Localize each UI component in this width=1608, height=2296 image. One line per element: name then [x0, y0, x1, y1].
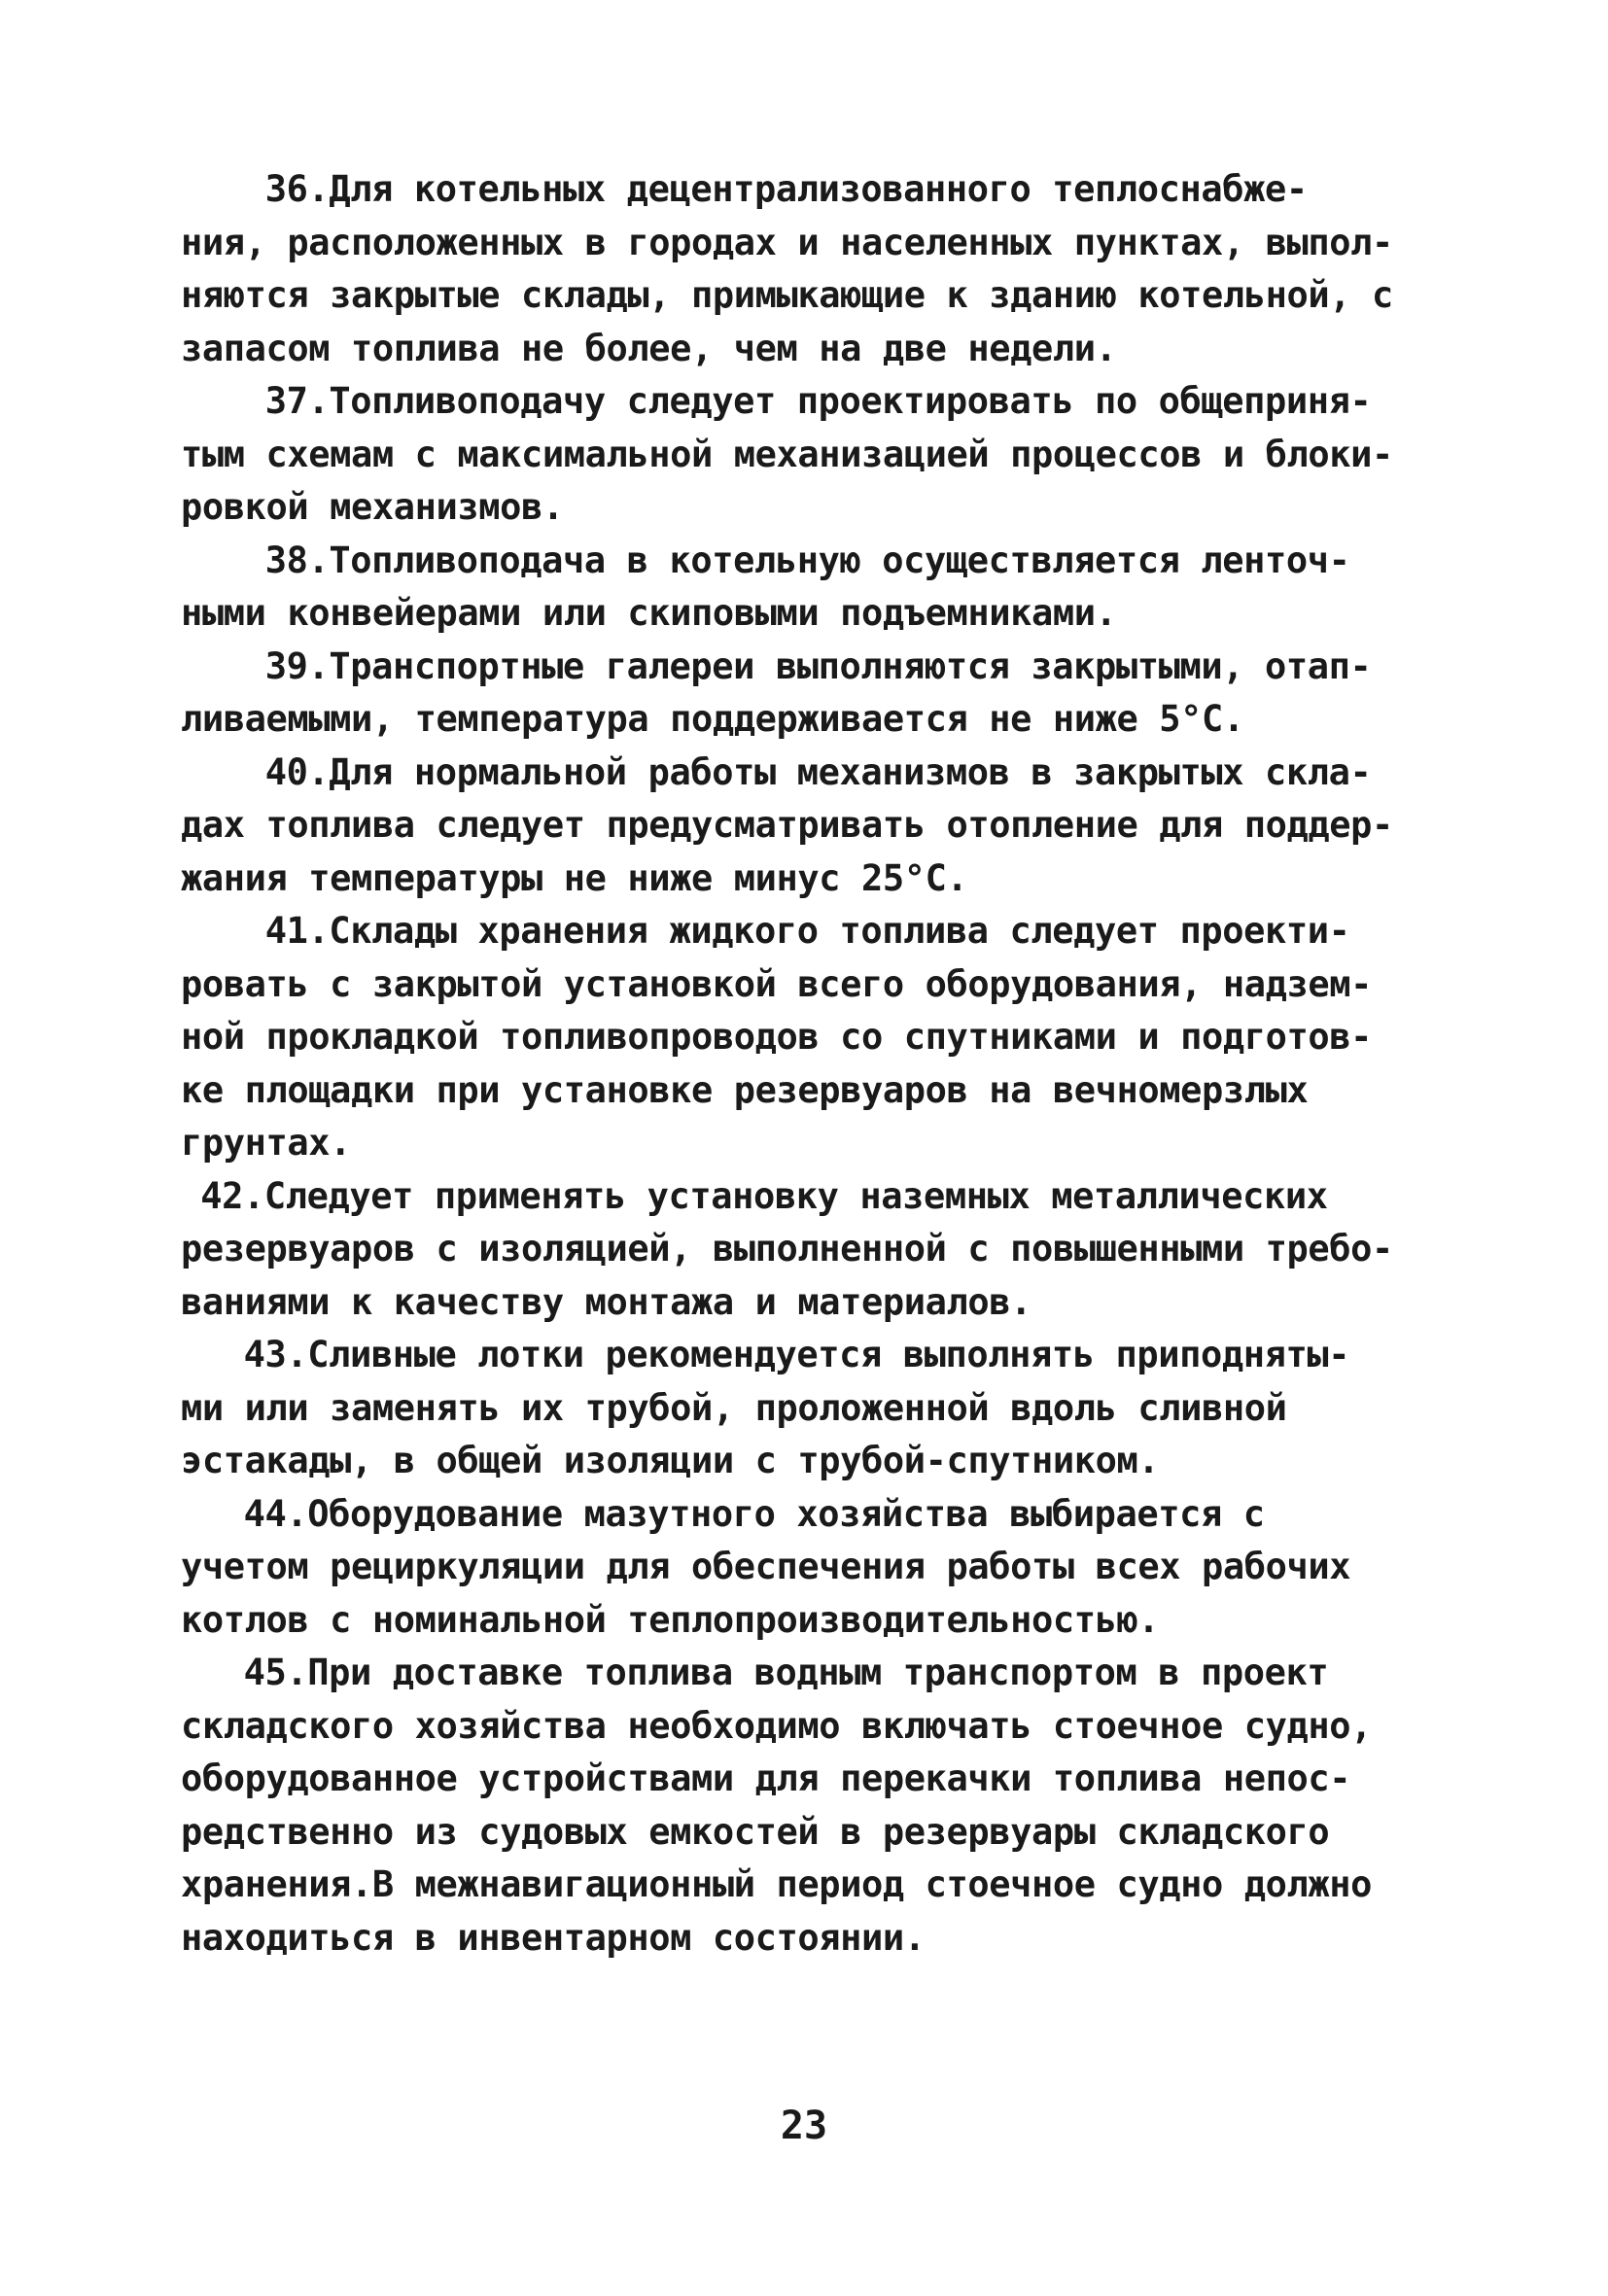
text-line: ной прокладкой топливопроводов со спутниками и подготов-	[181, 1016, 1373, 1058]
text-line: 40.Для нормальной работы механизмов в закрытых скла-	[264, 750, 1372, 793]
paragraph-p41	[181, 905, 1435, 1170]
text-line: жания температуры не ниже минус 25°С.	[181, 856, 968, 899]
text-line: ливаемыми, температура поддерживается не ниже 5°С.	[181, 698, 1244, 740]
paragraph-p45	[181, 1647, 1435, 1965]
text-line: 39.Транспортные галереи выполняются закрытыми, отап-	[264, 644, 1372, 687]
paragraph-p38	[181, 535, 1435, 641]
text-line: дах топлива следует предусматривать отопление для поддер-	[181, 804, 1393, 846]
text-line: складского хозяйства необходимо включать стоечное судно,	[181, 1704, 1373, 1747]
text-line: 42.Следует применять установку наземных металлических	[200, 1174, 1328, 1217]
text-line: запасом топлива не более, чем на две недели.	[181, 327, 1117, 369]
text-line: ными конвейерами или скиповыми подъемниками.	[181, 592, 1117, 634]
text-line: ми или заменять их трубой, проложенной вдоль сливной	[181, 1386, 1287, 1429]
paragraph-p43	[181, 1329, 1435, 1488]
paragraph-p42	[181, 1170, 1435, 1330]
text-line: ния, расположенных в городах и населенных пунктах, выпол-	[181, 221, 1393, 263]
paragraph-p36	[181, 163, 1435, 375]
text-line: 44.Оборудование мазутного хозяйства выбирается с	[243, 1492, 1265, 1535]
text-line: оборудованное устройствами для перекачки топлива непос-	[181, 1757, 1351, 1799]
text-line: 37.Топливоподачу следует проектировать по общеприня-	[264, 380, 1372, 422]
paragraph-p39	[181, 641, 1435, 747]
text-line: 41.Склады хранения жидкого топлива следует проекти-	[264, 910, 1350, 952]
text-line: резервуаров с изоляцией, выполненной с повышенными требо-	[181, 1228, 1393, 1270]
page-number: 23	[780, 2104, 828, 2148]
text-line: учетом рециркуляции для обеспечения работы всех рабочих	[181, 1546, 1351, 1587]
paragraph-p44	[181, 1488, 1435, 1648]
document-body	[181, 163, 1435, 1965]
text-line: 36.Для котельных децентрализованного теплоснабже-	[264, 168, 1308, 210]
text-line: тым схемам с максимальной механизацией процессов и блоки-	[181, 433, 1393, 475]
text-line: 43.Сливные лотки рекомендуется выполнять приподняты-	[243, 1334, 1350, 1375]
text-line: ровать с закрытой установкой всего оборудования, надзем-	[181, 962, 1373, 1005]
text-line: ке площадки при установке резервуаров на вечномерзлых	[181, 1068, 1309, 1111]
text-line: находиться в инвентарном состоянии.	[181, 1916, 926, 1959]
paragraph-p37	[181, 375, 1435, 535]
text-line: котлов с номинальной теплопроизводительностью.	[181, 1598, 1160, 1641]
text-line: ровкой механизмов.	[181, 486, 564, 528]
text-line: 45.При доставке топлива водным транспортом в проект	[243, 1652, 1329, 1693]
text-line: ваниями к качеству монтажа и материалов.	[181, 1280, 1032, 1323]
text-line: няются закрытые склады, примыкающие к зданию котельной, с	[181, 274, 1393, 316]
text-line: редственно из судовых емкостей в резервуары складского	[181, 1810, 1330, 1853]
text-line: грунтах.	[181, 1122, 352, 1164]
text-line: хранения.В межнавигационный период стоечное судно должно	[181, 1863, 1373, 1905]
text-line: 38.Топливоподача в котельную осуществляется ленточ-	[264, 539, 1350, 581]
text-line: эстакады, в общей изоляции с трубой-спутником.	[181, 1440, 1160, 1481]
paragraph-p40	[181, 747, 1435, 906]
